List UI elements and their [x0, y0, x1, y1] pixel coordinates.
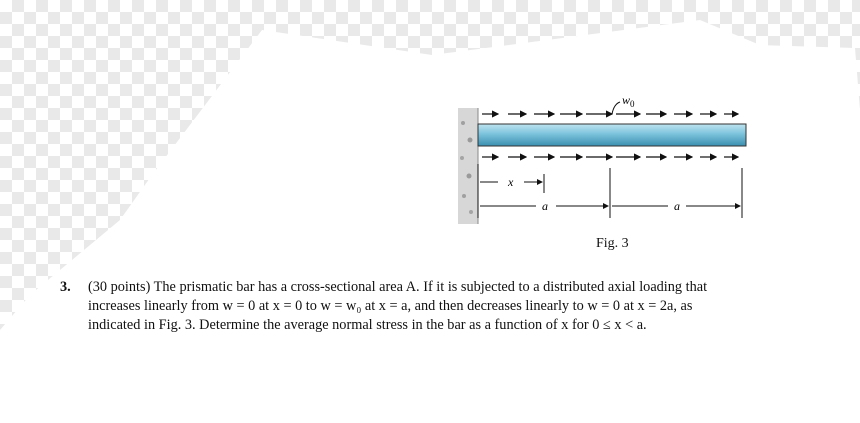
a-dimension-label-left: a [542, 199, 548, 213]
dimension-lines [478, 164, 742, 218]
w0-leader-line [612, 102, 620, 114]
problem-line: indicated in Fig. 3. Determine the average normal stress in the bar as a function of x for 0 ≤ x < a. [88, 317, 647, 333]
problem-number: 3. [60, 279, 71, 295]
fixed-wall [458, 108, 478, 224]
w0-label: $w_0$ [622, 93, 635, 109]
problem-line: (30 points) The prismatic bar has a cross-sectional area A. If it is subjected to a distributed axial loading that [88, 279, 708, 295]
x-dimension-label: x [508, 175, 514, 189]
problem-line: increases linearly from w = 0 at x = 0 to w = w₀ at x = a, and then decreases linearly to w = 0 at x = 2a, as [88, 298, 693, 314]
a-dimension-label-right: a [674, 199, 680, 213]
figure-caption: Fig. 3 [596, 236, 629, 251]
problem-text [88, 278, 818, 335]
fig-3-diagram [450, 78, 760, 228]
prismatic-bar [478, 124, 746, 146]
